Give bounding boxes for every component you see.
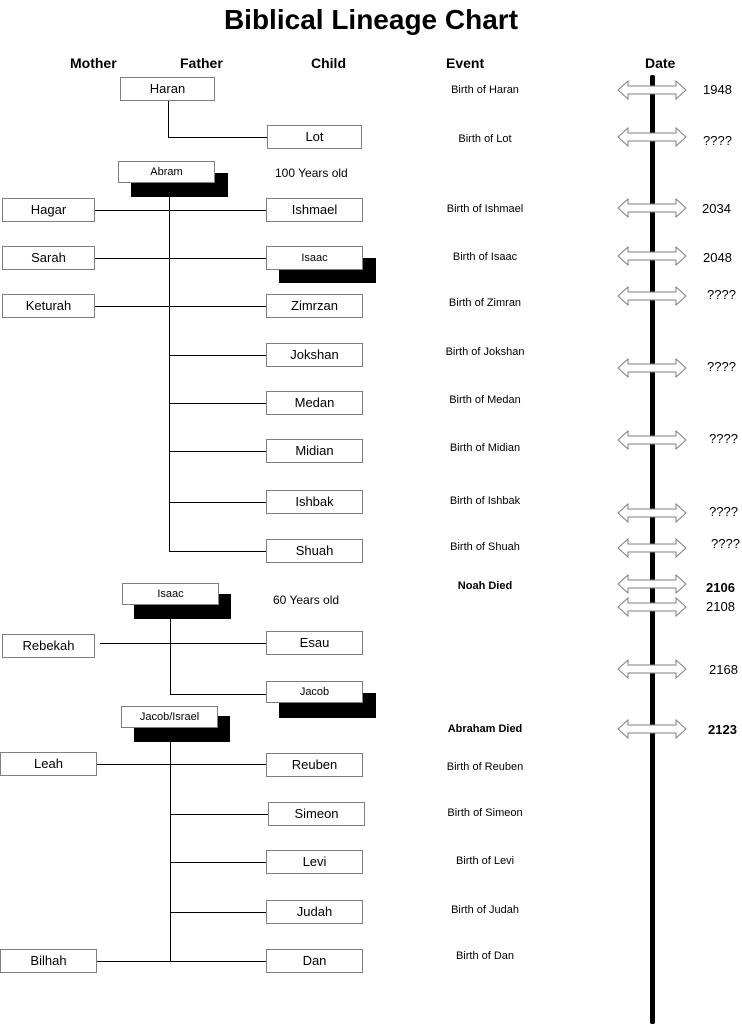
double-arrow-icon <box>617 597 687 617</box>
isaac-age-note: 60 Years old <box>273 593 340 607</box>
event-birth-reuben: Birth of Reuben <box>446 761 524 773</box>
connector-line <box>169 185 170 552</box>
event-birth-ishmael: Birth of Ishmael <box>446 203 524 215</box>
date-label: 2106 <box>706 580 735 595</box>
child-box-zimrzan: Zimrzan <box>266 294 363 318</box>
event-birth-haran: Birth of Haran <box>451 84 519 96</box>
child-box-lot: Lot <box>267 125 362 149</box>
child-box-dan: Dan <box>266 949 363 973</box>
father-box-haran: Haran <box>120 77 215 101</box>
double-arrow-icon <box>617 246 687 266</box>
child-box-reuben: Reuben <box>266 753 363 777</box>
child-box-simeon: Simeon <box>268 802 365 826</box>
event-birth-jokshan: Birth of Jokshan <box>445 346 525 358</box>
child-box-judah: Judah <box>266 900 363 924</box>
connector-line <box>97 961 266 962</box>
connector-line <box>95 306 266 307</box>
header-date: Date <box>645 55 676 71</box>
connector-line <box>95 210 266 211</box>
event-birth-ishbak: Birth of Ishbak <box>449 495 521 507</box>
connector-line <box>169 355 266 356</box>
child-box-isaac: Isaac <box>266 246 363 270</box>
mother-box-bilhah: Bilhah <box>0 949 97 973</box>
child-box-jacob: Jacob <box>266 681 363 703</box>
double-arrow-icon <box>617 574 687 594</box>
connector-line <box>95 258 266 259</box>
double-arrow-icon <box>617 358 687 378</box>
connector-line <box>100 643 266 644</box>
event-birth-lot: Birth of Lot <box>458 133 512 145</box>
double-arrow-icon <box>617 198 687 218</box>
mother-box-keturah: Keturah <box>2 294 95 318</box>
connector-line <box>169 551 266 552</box>
event-birth-dan: Birth of Dan <box>455 950 515 962</box>
connector-line <box>168 100 169 137</box>
child-box-esau: Esau <box>266 631 363 655</box>
date-label: 2034 <box>702 201 731 216</box>
child-box-levi: Levi <box>266 850 363 874</box>
event-birth-zimran: Birth of Zimran <box>448 297 522 309</box>
connector-line <box>169 451 266 452</box>
abram-age-note: 100 Years old <box>275 166 348 180</box>
date-label: ???? <box>707 359 736 374</box>
connector-line <box>170 694 266 695</box>
date-label: ???? <box>703 133 732 148</box>
mother-box-sarah: Sarah <box>2 246 95 270</box>
header-mother: Mother <box>70 55 117 71</box>
mother-box-hagar: Hagar <box>2 198 95 222</box>
connector-line <box>170 862 266 863</box>
connector-line <box>170 912 266 913</box>
event-birth-judah: Birth of Judah <box>451 904 519 916</box>
double-arrow-icon <box>617 430 687 450</box>
date-label: ???? <box>707 287 736 302</box>
date-label: 2048 <box>703 250 732 265</box>
child-box-ishbak: Ishbak <box>266 490 363 514</box>
father-box-abram: Abram <box>118 161 215 183</box>
connector-line <box>170 606 171 694</box>
date-label: 1948 <box>703 82 732 97</box>
father-box-jacob-israel: Jacob/Israel <box>121 706 218 728</box>
date-label: 2108 <box>706 599 735 614</box>
date-label: ???? <box>709 504 738 519</box>
event-birth-shuah: Birth of Shuah <box>450 541 520 553</box>
connector-line <box>169 502 266 503</box>
child-box-jokshan: Jokshan <box>266 343 363 367</box>
event-birth-midian: Birth of Midian <box>449 442 521 454</box>
header-event: Event <box>446 55 485 71</box>
connector-line <box>169 403 266 404</box>
father-box-isaac: Isaac <box>122 583 219 605</box>
connector-line <box>97 764 266 765</box>
connector-line <box>170 814 268 815</box>
child-box-medan: Medan <box>266 391 363 415</box>
event-abraham-died: Abraham Died <box>447 723 523 735</box>
event-birth-levi: Birth of Levi <box>455 855 515 867</box>
double-arrow-icon <box>617 286 687 306</box>
connector-line <box>168 137 267 138</box>
double-arrow-icon <box>617 80 687 100</box>
date-label: 2168 <box>709 662 738 677</box>
date-label: ???? <box>711 536 740 551</box>
mother-box-leah: Leah <box>0 752 97 776</box>
mother-box-rebekah: Rebekah <box>2 634 95 658</box>
event-birth-isaac: Birth of Isaac <box>452 251 518 263</box>
chart-title: Biblical Lineage Chart <box>223 4 519 35</box>
header-father: Father <box>180 55 223 71</box>
event-noah-died: Noah Died <box>457 580 513 592</box>
date-label: ???? <box>709 431 738 446</box>
child-box-shuah: Shuah <box>266 539 363 563</box>
event-birth-medan: Birth of Medan <box>449 394 521 406</box>
double-arrow-icon <box>617 719 687 739</box>
double-arrow-icon <box>617 538 687 558</box>
double-arrow-icon <box>617 503 687 523</box>
event-birth-simeon: Birth of Simeon <box>447 807 523 819</box>
child-box-midian: Midian <box>266 439 363 463</box>
header-child: Child <box>311 55 346 71</box>
double-arrow-icon <box>617 659 687 679</box>
double-arrow-icon <box>617 127 687 147</box>
child-box-ishmael: Ishmael <box>266 198 363 222</box>
date-label: 2123 <box>708 722 737 737</box>
